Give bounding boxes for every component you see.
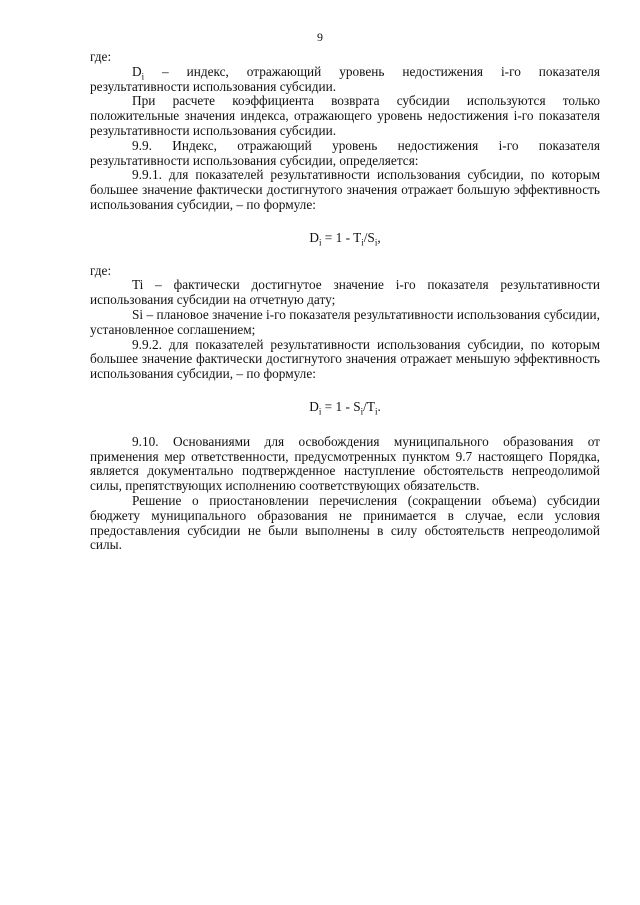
index-definition-text: – индекс, отражающий уровень недостижения i-го показателя результативности использования субсидии. [90, 63, 600, 94]
formula-2-tail: . [377, 398, 381, 414]
formula-2 [90, 400, 600, 415]
index-variable: D [132, 63, 142, 79]
formula-1-d: D [309, 229, 319, 245]
paragraph-9-10: 9.10. Основаниями для освобождения муниципального образования от применения мер ответственности, предусмотренных пунктом 9.7 настоящего Порядка, является документально подтвержденное наступление обстоятельств непреодолимой силы, препятствующих исполнению соответствующих обязательств. [90, 433, 600, 494]
formula-1-s-subscript: i [374, 237, 378, 248]
paragraph-9-9-1: 9.9.1. для показателей результативности использования субсидии, по которым большее значение фактически достигнутого значения отражает большую эффективность использования субсидии, – по формуле: [90, 167, 600, 212]
where-label: где: [90, 49, 112, 64]
formula-1-eq: = 1 - T [321, 229, 362, 245]
formula-1-d-subscript: i [318, 237, 322, 248]
formula-1 [90, 231, 600, 246]
document-body [90, 50, 600, 553]
formula-2-slash: /T [363, 398, 375, 414]
si-definition: Si – плановое значение i-го показателя результативности использования субсидии, установленное соглашением; [90, 306, 600, 337]
formula-2-s-subscript: i [360, 406, 364, 417]
paragraph-9-9: 9.9. Индекс, отражающий уровень недостижения i-го показателя результативности использования субсидии, определяется: [90, 137, 600, 168]
paragraph-decision: Решение о приостановлении перечисления (сокращении объема) субсидии бюджету муниципального образования не принимается в случае, если условия предоставления субсидии не были выполнены в силу обстоятельств непреодолимой силы. [90, 492, 600, 553]
formula-1-t-subscript: i [361, 237, 364, 248]
formula-1-tail: , [377, 229, 381, 245]
formula-1-slash: /S [363, 229, 375, 245]
index-definition [90, 65, 600, 95]
where-label-2: где: [90, 262, 112, 278]
formula-2-eq: = 1 - S [321, 398, 361, 414]
page-number: 9 [317, 30, 323, 44]
ti-definition: Ti – фактически достигнутое значение i-го показателя результативности использования субсидии на отчетную дату; [90, 277, 600, 308]
formula-2-t-subscript: i [374, 406, 378, 417]
formula-2-d: D [309, 398, 319, 414]
paragraph-9-9-2: 9.9.2. для показателей результативности использования субсидии, по которым большее значение фактически достигнутого значения отражает меньшую эффективность использования субсидии, – по формуле: [90, 336, 600, 382]
formula-2-d-subscript: i [318, 406, 322, 417]
index-subscript: i [141, 71, 145, 82]
paragraph-positive-values: При расчете коэффициента возврата субсидии используются только положительные значения индекса, отражающего уровень недостижения i-го показателя результативности использования субсидии. [90, 93, 600, 138]
